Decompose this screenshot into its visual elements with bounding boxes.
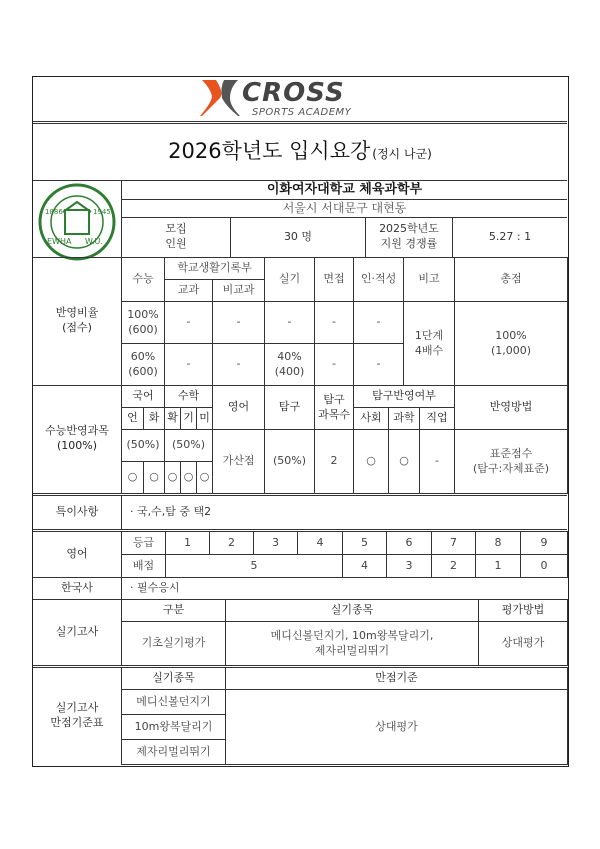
score-header: 배점: [122, 555, 166, 578]
header-subjects: 교과: [165, 280, 213, 302]
row1-non-subjects: -: [213, 302, 265, 344]
perfect-header-criteria: 만점기준: [226, 668, 568, 690]
practical-header-evaluation: 평가방법: [479, 600, 568, 622]
m1-mark: ○: [165, 462, 181, 494]
score-9: 0: [521, 555, 568, 578]
row1-interview: -: [315, 302, 354, 344]
k2-mark: ○: [144, 462, 165, 494]
page-title-sub: (정시 나군): [372, 146, 432, 161]
header-non-subjects: 비교과: [213, 280, 265, 302]
header-interview: 면접: [315, 258, 354, 302]
grade-7: 7: [432, 532, 476, 555]
row1-practical: -: [265, 302, 315, 344]
grade-4: 4: [298, 532, 343, 555]
header-school-record: 학교생활기록부: [165, 258, 265, 280]
row2-aptitude: -: [354, 344, 404, 386]
header-science: 과학: [389, 408, 420, 430]
header-k1: 언: [122, 408, 144, 430]
score-1-4: 5: [166, 555, 343, 578]
reflection-ratio-table: [121, 257, 568, 386]
inquiry-ratio: (50%): [265, 430, 315, 494]
header-social: 사회: [354, 408, 389, 430]
special-text: · 국,수,탐 중 택2: [130, 504, 212, 518]
ewha-seal-icon: [37, 182, 117, 262]
svg-text:W.U.: W.U.: [85, 237, 103, 246]
suneung-subjects-table: [121, 385, 568, 494]
header-suneung: 수능: [122, 258, 165, 302]
row2-non-subjects: -: [213, 344, 265, 386]
grade-1: 1: [166, 532, 210, 555]
total-value: 100% (1,000): [455, 302, 568, 386]
english-grade-table: [121, 531, 568, 578]
header-aptitude: 인·적성: [354, 258, 404, 302]
grade-header: 등급: [122, 532, 166, 555]
vocational-mark: -: [420, 430, 455, 494]
header-korean: 국어: [122, 386, 165, 408]
header-note: 비고: [404, 258, 455, 302]
perfect-score-table: [121, 667, 568, 765]
header-math: 수학: [165, 386, 213, 408]
header-method: 반영방법: [455, 386, 568, 430]
perfect-event-3: 제자리멀리뛰기: [122, 740, 226, 765]
header-total: 총점: [455, 258, 568, 302]
grade-5: 5: [343, 532, 387, 555]
row2-interview: -: [315, 344, 354, 386]
practical-evaluation: 상대평가: [479, 622, 568, 666]
svg-text:EWHA: EWHA: [47, 237, 72, 246]
school-location: 서울시 서대문구 대현동: [282, 201, 407, 216]
grade-2: 2: [210, 532, 254, 555]
competition-label: 2025학년도 지원 경쟁률: [379, 222, 439, 250]
page-title-main: 2026학년도 입시요강: [168, 138, 371, 163]
university-seal: [35, 170, 119, 256]
header-vocational: 직업: [420, 408, 455, 430]
svg-text:1886: 1886: [45, 208, 63, 216]
score-7: 2: [432, 555, 476, 578]
practical-label: 실기고사: [55, 624, 99, 638]
perfect-event-2: 10m왕복달리기: [122, 715, 226, 740]
quota-value: 30 명: [283, 229, 313, 243]
grade-9: 9: [521, 532, 568, 555]
grade-8: 8: [476, 532, 521, 555]
english-method: 가산점: [213, 430, 265, 494]
row2-practical: 40% (400): [265, 344, 315, 386]
perfect-header-event: 실기종목: [122, 668, 226, 690]
practical-exam-table: [121, 599, 568, 666]
m3-mark: ○: [197, 462, 213, 494]
admission-document: [32, 76, 569, 767]
perfect-score-label: 실기고사 만점기준표: [50, 701, 104, 729]
history-label: 한국사: [61, 580, 93, 594]
logo-tagline: SPORTS ACADEMY: [252, 107, 352, 118]
quota-label: 모집 인원: [165, 222, 187, 250]
score-5: 4: [343, 555, 387, 578]
logo-brand: CROSS: [242, 78, 345, 108]
header-inquiry-fields: 탐구반영여부: [354, 386, 455, 408]
suneung-subjects-label: 수능반영과목 (100%): [45, 424, 109, 452]
header-inquiry: 탐구: [265, 386, 315, 430]
competition-value: 5.27 : 1: [488, 229, 532, 243]
school-name: 이화여자대학교 체육과학부: [266, 182, 423, 198]
row1-subjects: -: [165, 302, 213, 344]
inquiry-count: 2: [315, 430, 354, 494]
row1-aptitude: -: [354, 302, 404, 344]
social-mark: ○: [354, 430, 389, 494]
practical-events: 메디신볼던지기, 10m왕복달리기, 제자리멀리뛰기: [226, 622, 479, 666]
math-ratio: (50%): [165, 430, 213, 462]
english-label: 영어: [66, 546, 88, 560]
note-value: 1단계 4배수: [404, 302, 455, 386]
special-label: 특이사항: [55, 504, 99, 518]
grade-6: 6: [387, 532, 432, 555]
science-mark: ○: [389, 430, 420, 494]
svg-text:1945: 1945: [93, 208, 111, 216]
method-value: 표준점수 (탐구:자체표준): [455, 430, 568, 494]
row2-suneung: 60% (600): [122, 344, 165, 386]
header-inquiry-count: 탐구 과목수: [315, 386, 354, 430]
header-m1: 확: [165, 408, 181, 430]
practical-category: 기초실기평가: [122, 622, 226, 666]
header-english: 영어: [213, 386, 265, 430]
perfect-event-1: 메디신볼던지기: [122, 690, 226, 715]
practical-header-category: 구분: [122, 600, 226, 622]
m2-mark: ○: [181, 462, 197, 494]
score-6: 3: [387, 555, 432, 578]
grade-3: 3: [254, 532, 298, 555]
header-k2: 화: [144, 408, 165, 430]
korean-ratio: (50%): [122, 430, 165, 462]
practical-header-events: 실기종목: [226, 600, 479, 622]
k1-mark: ○: [122, 462, 144, 494]
header-m3: 미: [197, 408, 213, 430]
history-text: · 필수응시: [130, 580, 180, 594]
perfect-criteria: 상대평가: [226, 690, 568, 765]
row2-subjects: -: [165, 344, 213, 386]
header-m2: 기: [181, 408, 197, 430]
row1-suneung: 100% (600): [122, 302, 165, 344]
reflection-ratio-label: 반영비율 (점수): [55, 306, 99, 334]
header-practical: 실기: [265, 258, 315, 302]
score-8: 1: [476, 555, 521, 578]
